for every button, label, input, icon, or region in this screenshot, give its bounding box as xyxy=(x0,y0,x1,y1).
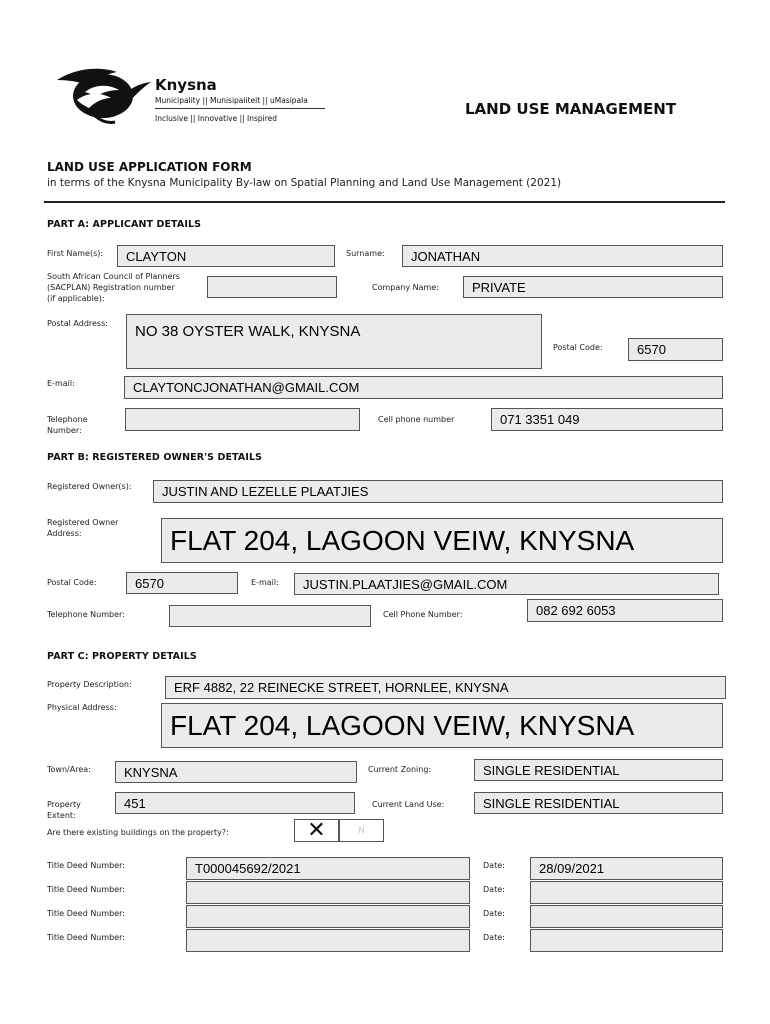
cell-label: Cell phone number xyxy=(378,415,455,424)
zoning-label: Current Zoning: xyxy=(368,765,432,774)
land-use-label: Current Land Use: xyxy=(372,800,445,809)
owner-telephone-field[interactable] xyxy=(169,605,371,627)
surname-label: Surname: xyxy=(346,249,385,258)
owner-cell-label: Cell Phone Number: xyxy=(383,610,463,619)
property-description-field[interactable]: ERF 4882, 22 REINECKE STREET, HORNLEE, KNYSNA xyxy=(165,676,726,699)
title-deed-date-label: Date: xyxy=(483,933,505,942)
owner-telephone-label: Telephone Number: xyxy=(47,610,125,619)
title-deed-label: Title Deed Number: xyxy=(47,861,126,870)
form-subtitle: in terms of the Knysna Municipality By-law on Spatial Planning and Land Use Management (2021) xyxy=(47,177,562,189)
title-deed-date-field[interactable] xyxy=(530,929,723,952)
telephone-label-1: Telephone xyxy=(47,415,88,424)
owner-email-field[interactable]: JUSTIN.PLAATJIES@GMAIL.COM xyxy=(294,573,719,595)
company-field[interactable]: PRIVATE xyxy=(463,276,723,298)
buildings-yes-checkbox[interactable] xyxy=(294,819,339,842)
extent-field[interactable]: 451 xyxy=(115,792,355,814)
title-deed-date-field[interactable] xyxy=(530,881,723,904)
title-deed-date-label: Date: xyxy=(483,909,505,918)
owner-email-label: E-mail: xyxy=(251,578,279,587)
physical-address-field[interactable]: FLAT 204, LAGOON VEIW, KNYSNA xyxy=(161,703,723,748)
header-rule xyxy=(44,201,725,203)
title-deed-date-field[interactable] xyxy=(530,905,723,928)
sacplan-label-1: South African Council of Planners xyxy=(47,272,180,281)
town-field[interactable]: KNYSNA xyxy=(115,761,357,783)
title-deed-date-label: Date: xyxy=(483,861,505,870)
owner-postal-code-label: Postal Code: xyxy=(47,578,97,587)
telephone-label-2: Number: xyxy=(47,426,82,435)
title-deed-number-field[interactable]: T000045692/2021 xyxy=(186,857,470,880)
title-deed-label: Title Deed Number: xyxy=(47,933,126,942)
postal-address-label: Postal Address: xyxy=(47,319,108,328)
cell-field[interactable]: 071 3351 049 xyxy=(491,408,723,431)
first-name-label: First Name(s): xyxy=(47,249,104,258)
logo-divider xyxy=(155,108,325,109)
org-tagline: Municipality || Munisipaliteit || uMasipala xyxy=(155,96,308,105)
extent-label-1: Property xyxy=(47,800,81,809)
owner-address-label-2: Address: xyxy=(47,529,82,538)
buildings-no-checkbox[interactable] xyxy=(339,819,384,842)
town-label: Town/Area: xyxy=(47,765,91,774)
knysna-logo xyxy=(55,62,155,130)
title-deed-number-field[interactable] xyxy=(186,881,470,904)
form-title: LAND USE APPLICATION FORM xyxy=(47,160,252,174)
title-deed-label: Title Deed Number: xyxy=(47,909,126,918)
owner-cell-field[interactable]: 082 692 6053 xyxy=(527,599,723,622)
email-label: E-mail: xyxy=(47,379,75,388)
sacplan-label-3: (if applicable): xyxy=(47,294,105,303)
doc-title: LAND USE MANAGEMENT xyxy=(465,100,677,118)
first-name-field[interactable]: CLAYTON xyxy=(117,245,335,267)
extent-label-2: Extent: xyxy=(47,811,76,820)
zoning-field[interactable]: SINGLE RESIDENTIAL xyxy=(474,759,723,781)
part-c-heading: PART C: PROPERTY DETAILS xyxy=(47,651,197,662)
physical-address-label: Physical Address: xyxy=(47,703,117,712)
org-name: Knysna xyxy=(155,76,217,94)
knysna-emblem-icon xyxy=(55,62,155,130)
telephone-field[interactable] xyxy=(125,408,360,431)
postal-code-field[interactable]: 6570 xyxy=(628,338,723,361)
property-description-label: Property Description: xyxy=(47,680,132,689)
land-use-field[interactable]: SINGLE RESIDENTIAL xyxy=(474,792,723,814)
company-label: Company Name: xyxy=(372,283,439,292)
owner-address-label-1: Registered Owner xyxy=(47,518,119,527)
title-deed-date-field[interactable]: 28/09/2021 xyxy=(530,857,723,880)
title-deed-number-field[interactable] xyxy=(186,929,470,952)
sacplan-label-2: (SACPLAN) Registration number xyxy=(47,283,175,292)
title-deed-number-field[interactable] xyxy=(186,905,470,928)
sacplan-field[interactable] xyxy=(207,276,337,298)
owner-postal-code-field[interactable]: 6570 xyxy=(126,572,238,594)
no-option-label: N xyxy=(358,826,365,835)
postal-address-field[interactable]: NO 38 OYSTER WALK, KNYSNA xyxy=(126,314,542,369)
title-deed-label: Title Deed Number: xyxy=(47,885,126,894)
owner-address-field[interactable]: FLAT 204, LAGOON VEIW, KNYSNA xyxy=(161,518,723,563)
owner-field[interactable]: JUSTIN AND LEZELLE PLAATJIES xyxy=(153,480,723,503)
org-motto: Inclusive || Innovative || Inspired xyxy=(155,114,278,123)
buildings-question: Are there existing buildings on the property?: xyxy=(47,828,229,837)
part-b-heading: PART B: REGISTERED OWNER'S DETAILS xyxy=(47,452,263,463)
title-deed-date-label: Date: xyxy=(483,885,505,894)
postal-code-label: Postal Code: xyxy=(553,343,603,352)
part-a-heading: PART A: APPLICANT DETAILS xyxy=(47,219,202,230)
close-icon: ✕ xyxy=(307,817,326,843)
email-field[interactable]: CLAYTONCJONATHAN@GMAIL.COM xyxy=(124,376,723,399)
owner-label: Registered Owner(s): xyxy=(47,482,132,491)
surname-field[interactable]: JONATHAN xyxy=(402,245,723,267)
